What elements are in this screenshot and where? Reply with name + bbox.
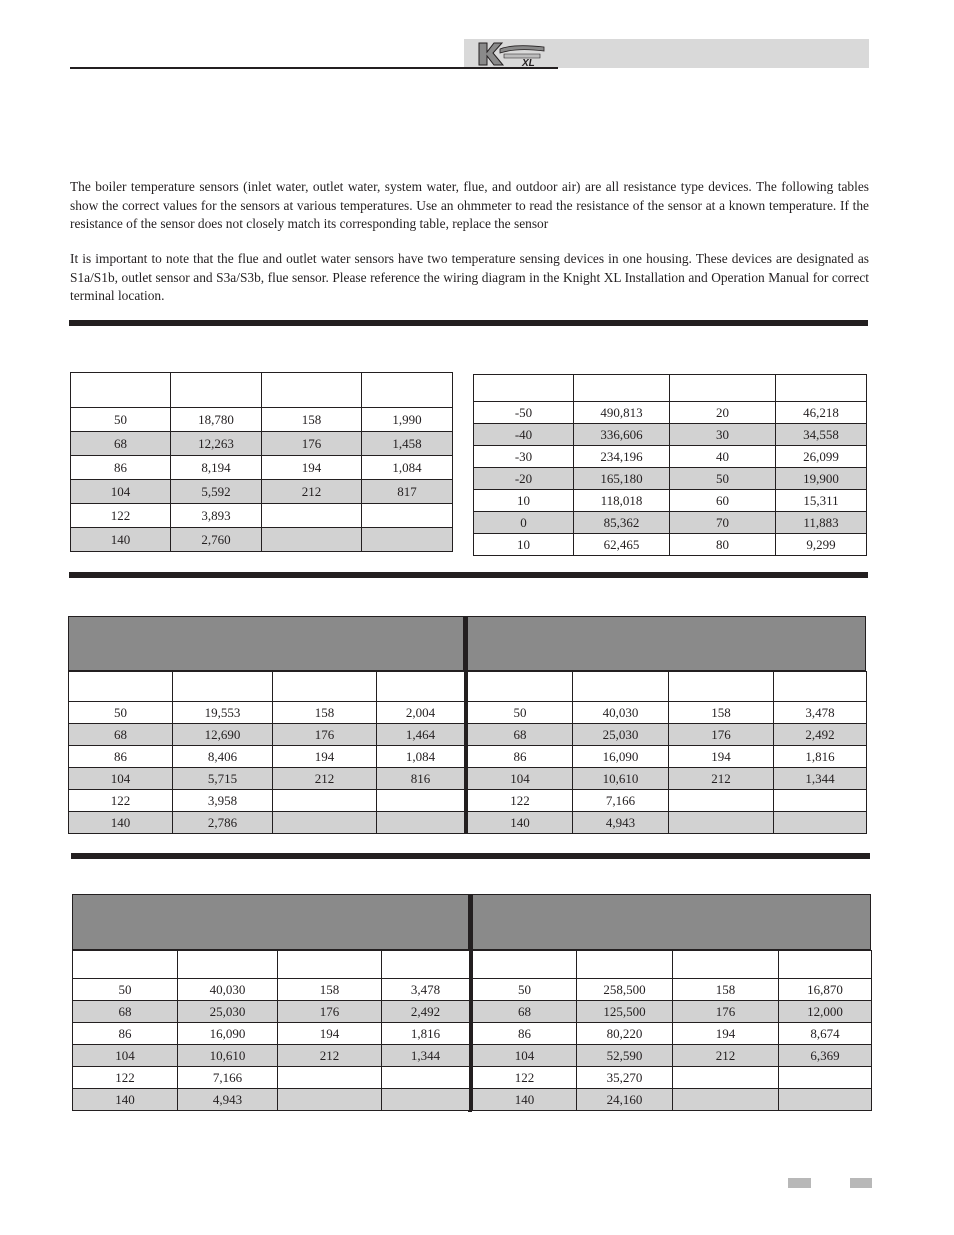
table-row: -30 234,196 40 26,099 [474, 446, 867, 468]
table-row: 140 4,943 [468, 812, 867, 834]
sensor-table-c [68, 671, 465, 834]
section-bar-1 [69, 320, 868, 326]
table-row: 140 4,943 [73, 1089, 470, 1111]
table-row: 0 85,362 70 11,883 [474, 512, 867, 534]
table-row: 50 258,500 158 16,870 [473, 979, 872, 1001]
table-row: 50 40,030 158 3,478 [73, 979, 470, 1001]
sensor-table-b [473, 374, 867, 556]
table-row: 140 2,786 [69, 812, 465, 834]
table-row: 140 2,760 [71, 528, 453, 552]
table-row: 104 52,590 212 6,369 [473, 1045, 872, 1067]
table-e-title-band [72, 894, 469, 950]
table-row: 122 35,270 [473, 1067, 872, 1089]
table-row: 50 19,553 158 2,004 [69, 702, 465, 724]
table-row: 86 16,090 194 1,816 [73, 1023, 470, 1045]
table-row: 122 7,166 [73, 1067, 470, 1089]
table-row: 10 118,018 60 15,311 [474, 490, 867, 512]
intro-paragraph-1: The boiler temperature sensors (inlet water, outlet water, system water, flue, and outdoor air) are all resistance type devices. The following tables show the correct values for the sensors at various temperatures. Use an ohmmeter to read the resistance of the sensor at a known temperature. If the resistance of the sensor does not closely match its corresponding table, replace the sensor [70, 179, 869, 231]
sensor-table-d [467, 671, 867, 834]
intro-paragraph-2: It is important to note that the flue and outlet water sensors have two temperature sensing devices in one housing. These devices are designated as S1a/S1b, outlet sensor and S3a/S3b, flue sensor. Please reference the wiring diagram in the Knight XL Installation and Operation Manual for correct terminal location. [70, 251, 869, 303]
table-row: 86 16,090 194 1,816 [468, 746, 867, 768]
table-row: 10 62,465 80 9,299 [474, 534, 867, 556]
table-row: 86 8,194 194 1,084 [71, 456, 453, 480]
table-row: -50 490,813 20 46,218 [474, 402, 867, 424]
section-bar-3 [71, 853, 870, 859]
table-row: -40 336,606 30 34,558 [474, 424, 867, 446]
table-row: -20 165,180 50 19,900 [474, 468, 867, 490]
table-row: 68 12,263 176 1,458 [71, 432, 453, 456]
table-row: 122 7,166 [468, 790, 867, 812]
table-f-title-band [472, 894, 871, 950]
table-row: 50 18,780 158 1,990 [71, 408, 453, 432]
table-d-title-band [467, 616, 866, 671]
table-row: 104 10,610 212 1,344 [468, 768, 867, 790]
table-row: 104 5,715 212 816 [69, 768, 465, 790]
table-c-title-band [68, 616, 464, 671]
table-row: 68 25,030 176 2,492 [468, 724, 867, 746]
footer-tab-left [788, 1178, 811, 1188]
svg-text:XL: XL [522, 58, 535, 68]
table-row: 68 25,030 176 2,492 [73, 1001, 470, 1023]
table-row: 122 3,958 [69, 790, 465, 812]
table-row: 122 3,893 [71, 504, 453, 528]
table-row: 86 8,406 194 1,084 [69, 746, 465, 768]
table-row: 104 5,592 212 817 [71, 480, 453, 504]
sensor-table-a [70, 372, 453, 552]
sensor-table-f [472, 950, 872, 1111]
knight-xl-logo [476, 40, 550, 68]
table-row: 68 12,690 176 1,464 [69, 724, 465, 746]
table-row: 68 125,500 176 12,000 [473, 1001, 872, 1023]
sensor-table-e [72, 950, 470, 1111]
table-row: 104 10,610 212 1,344 [73, 1045, 470, 1067]
section-bar-2 [69, 572, 868, 578]
footer-tab-right [850, 1178, 872, 1188]
table-row: 50 40,030 158 3,478 [468, 702, 867, 724]
table-row: 140 24,160 [473, 1089, 872, 1111]
table-row: 86 80,220 194 8,674 [473, 1023, 872, 1045]
